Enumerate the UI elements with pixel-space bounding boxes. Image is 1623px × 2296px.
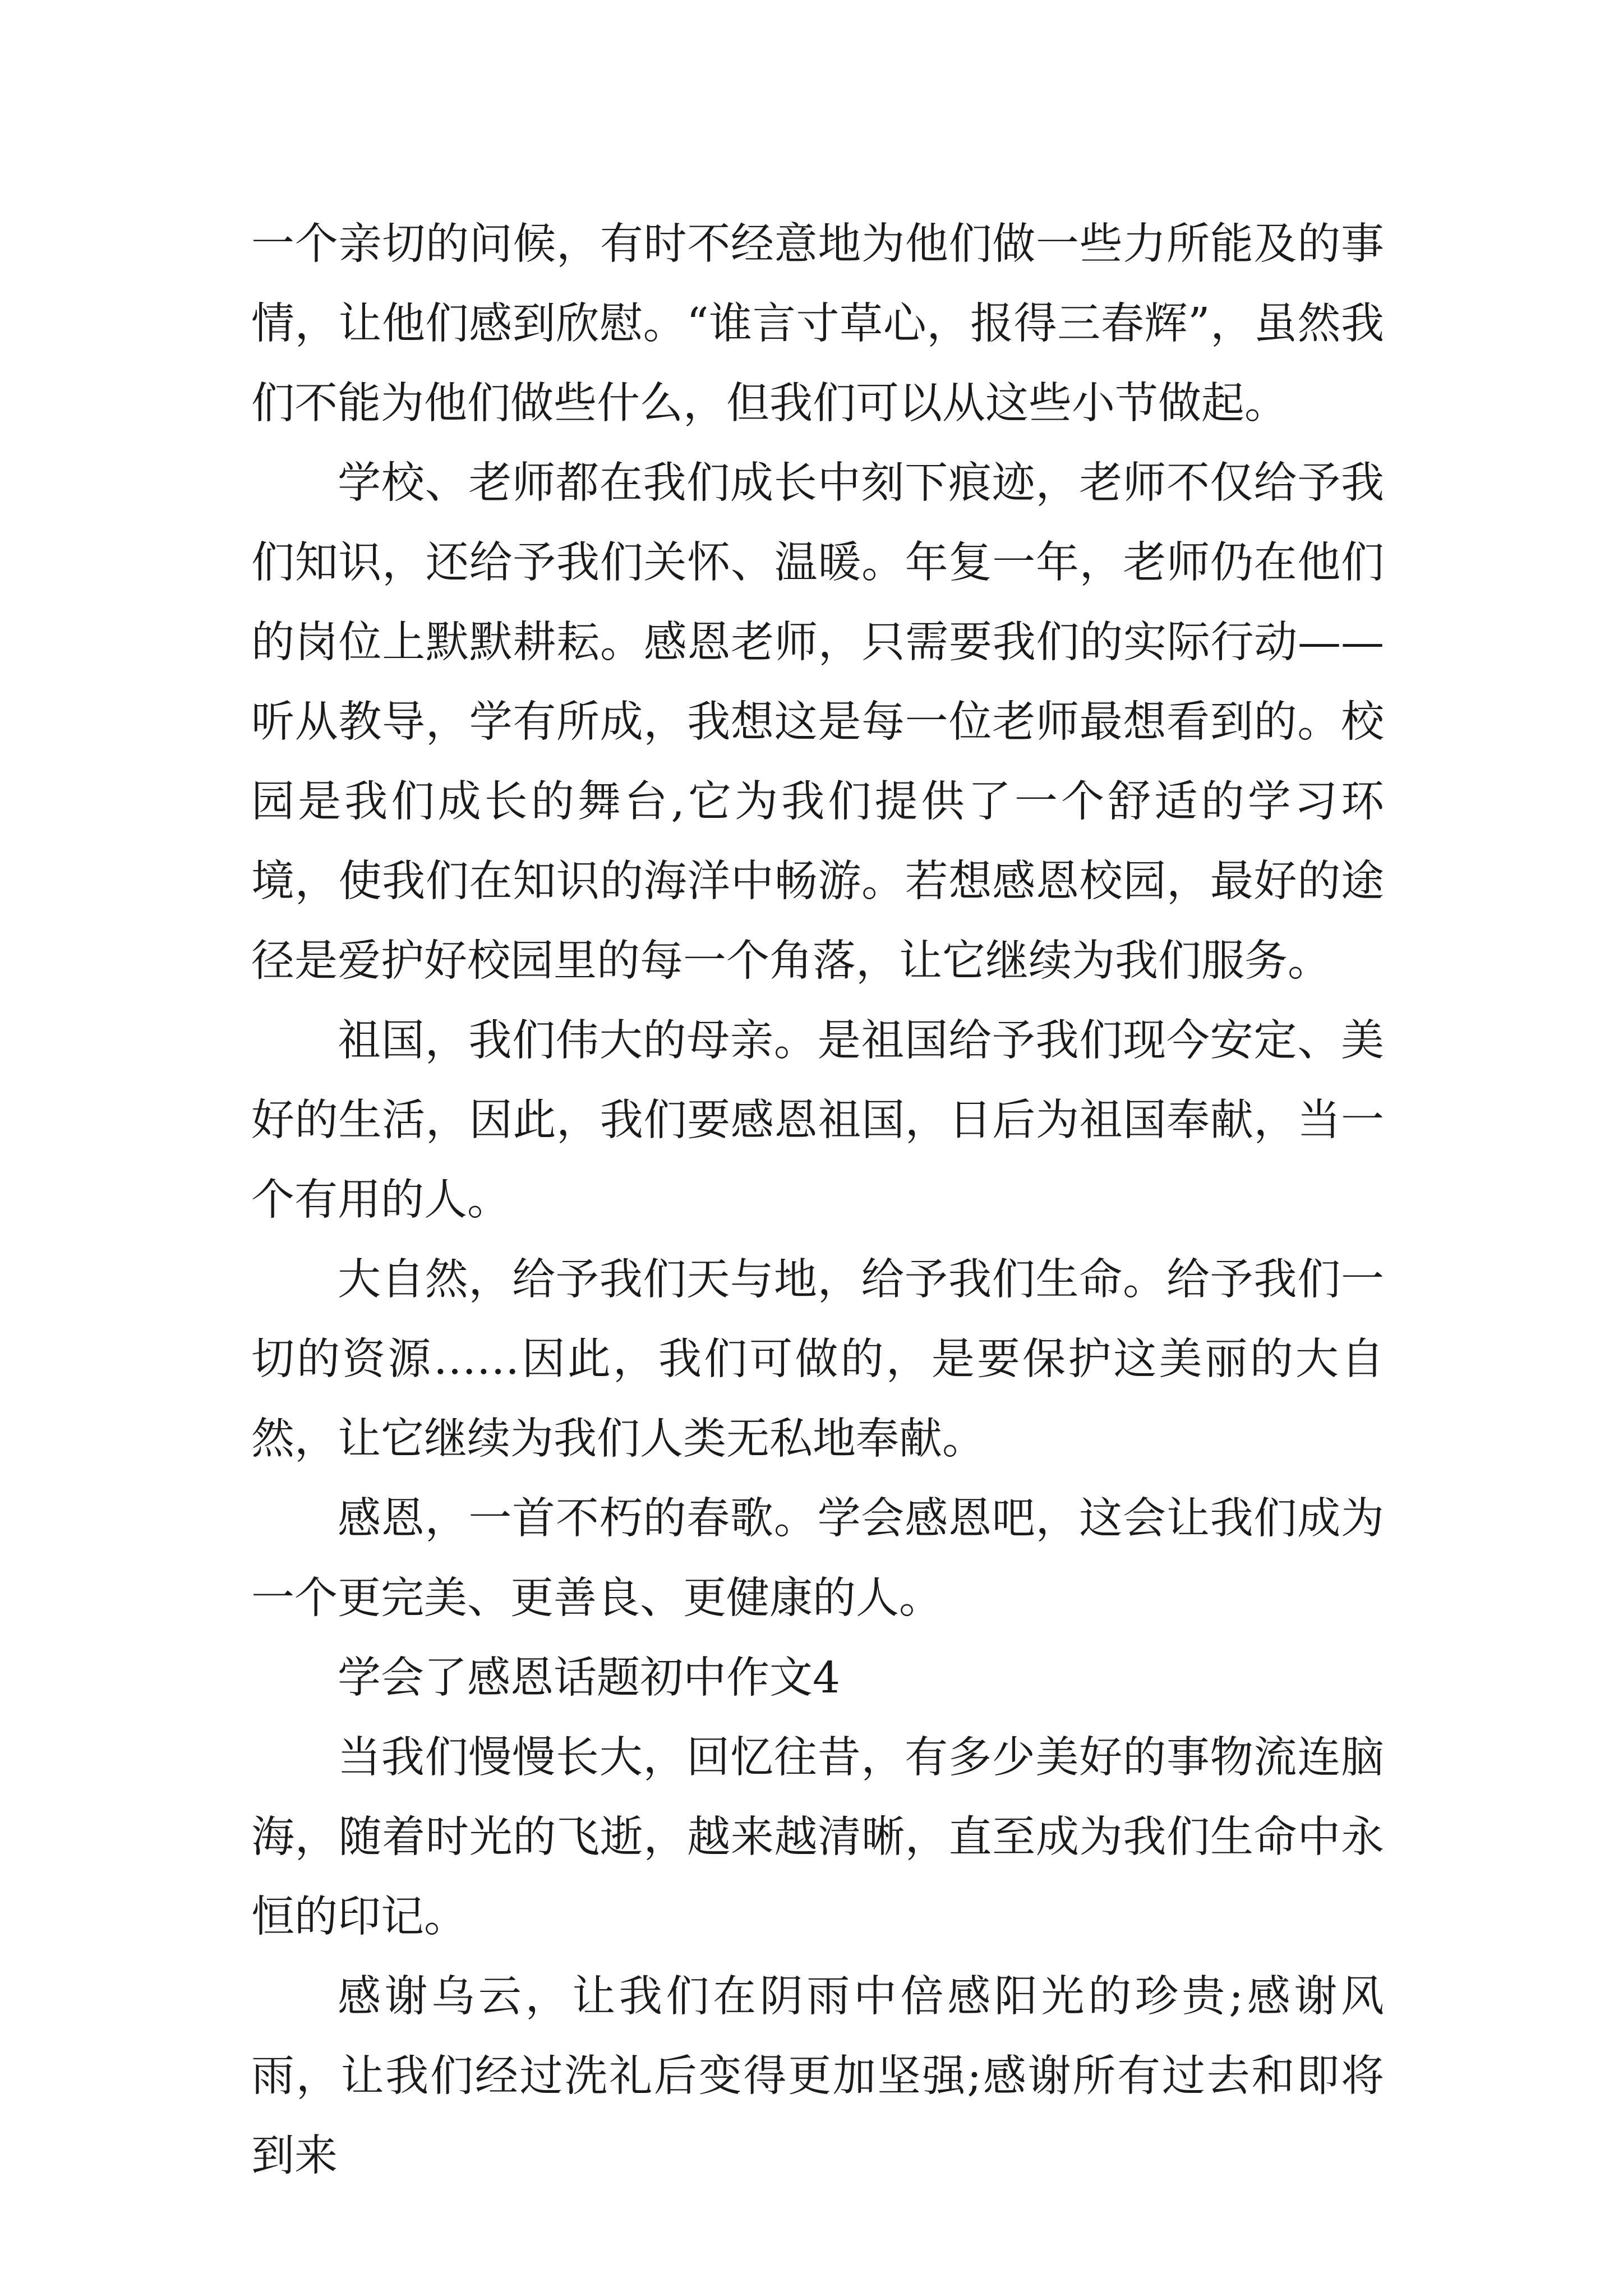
body-text	[251, 205, 1384, 2196]
section-heading: 学会了感恩话题初中作文4	[338, 1653, 840, 1703]
paragraph-7: 感谢乌云，让我们在阴雨中倍感阳光的珍贵;感谢风雨，让我们经过洗礼后变得更加坚强;感谢所有过去和即将到来	[251, 1972, 1384, 2181]
paragraph-1: 一个亲切的问候，有时不经意地为他们做一些力所能及的事情，让他们感到欣慰。“谁言寸草心，报得三春辉”，虽然我们不能为他们做些什么，但我们可以从这些小节做起。	[251, 219, 1384, 429]
paragraph-3: 祖国，我们伟大的母亲。是祖国给予我们现今安定、美好的生活，因此，我们要感恩祖国，日后为祖国奉献，当一个有用的人。	[251, 1016, 1384, 1225]
paragraph-4: 大自然，给予我们天与地，给予我们生命。给予我们一切的资源……因此，我们可做的，是要保护这美丽的大自然，让它继续为我们人类无私地奉献。	[251, 1255, 1384, 1464]
paragraph-2: 学校、老师都在我们成长中刻下痕迹，老师不仅给予我们知识，还给予我们关怀、温暖。年复一年，老师仍在他们的岗位上默默耕耘。感恩老师，只需要我们的实际行动——听从教导，学有所成，我想这是每一位老师最想看到的。校园是我们成长的舞台,它为我们提供了一个舒适的学习环境，使我们在知识的海洋中畅游。若想感恩校园，最好的途径是爱护好校园里的每一个角落，让它继续为我们服务。	[251, 458, 1384, 986]
paragraph-5: 感恩，一首不朽的春歌。学会感恩吧，这会让我们成为一个更完美、更善良、更健康的人。	[251, 1494, 1384, 1623]
paragraph-6: 当我们慢慢长大，回忆往昔，有多少美好的事物流连脑海，随着时光的飞逝，越来越清晰，直至成为我们生命中永恒的印记。	[251, 1733, 1384, 1942]
